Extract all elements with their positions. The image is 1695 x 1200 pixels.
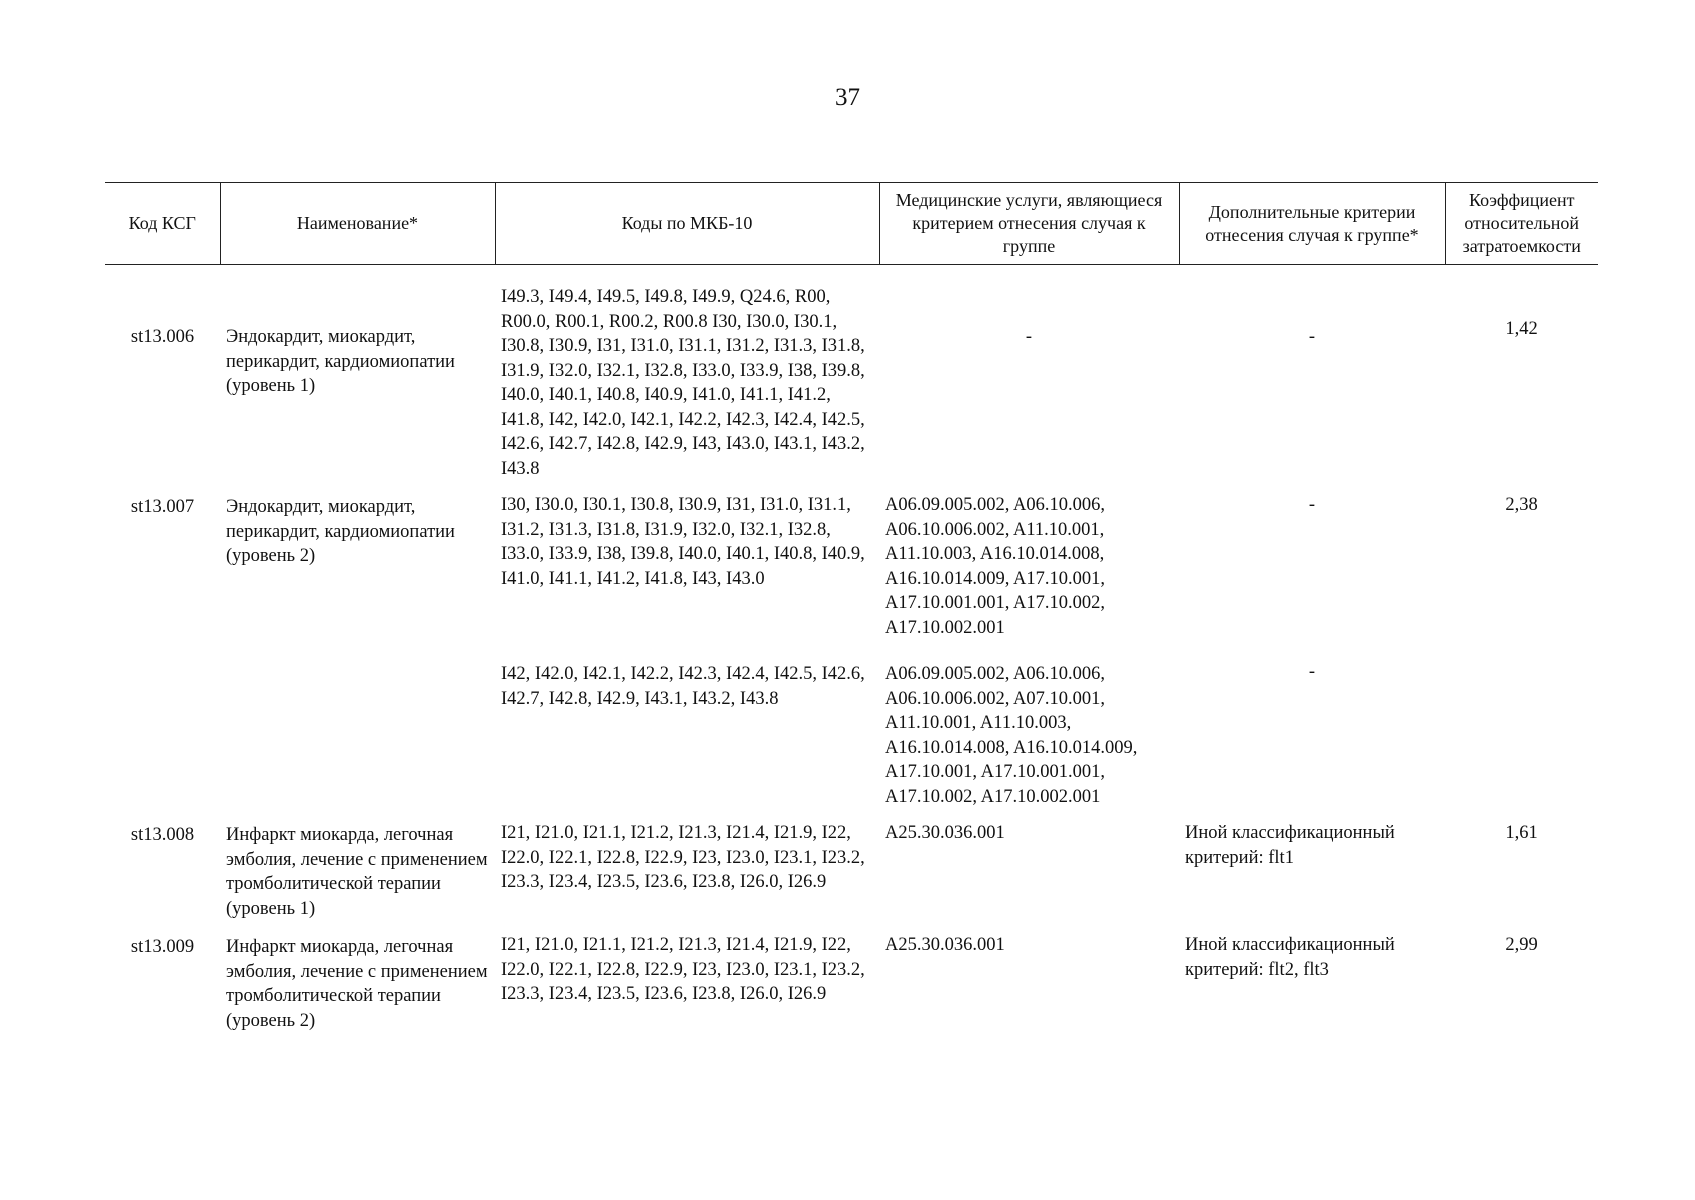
extra-criteria: Иной классификационный критерий: flt2, flt3 [1185, 935, 1395, 980]
table-row [105, 265, 1598, 490]
icd-codes: I42, I42.0, I42.1, I42.2, I42.3, I42.4, I42.5, I42.6, I42.7, I42.8, I42.9, I43.1, I43.2, I43.8 [501, 664, 865, 709]
table-row [105, 489, 1598, 648]
ksg-code: st13.006 [130, 327, 195, 347]
medical-services: - [1025, 327, 1033, 347]
medical-services: A25.30.036.001 [885, 823, 1005, 843]
extra-criteria: - [1308, 662, 1316, 682]
header-name: Наименование* [220, 183, 495, 265]
medical-services: A06.09.005.002, A06.10.006, A06.10.006.002, A07.10.001, A11.10.001, A11.10.003, A16.10.014.008, A16.10.014.009, A17.10.001, A17.10.001.001, A17.10.002, A17.10.002.001 [885, 664, 1138, 807]
extra-criteria: - [1308, 327, 1316, 347]
header-icd: Коды по МКБ-10 [495, 183, 879, 265]
ksg-code: st13.007 [130, 497, 195, 517]
ksg-code: st13.008 [130, 825, 195, 845]
page-number: 37 [835, 84, 860, 111]
header-code: Код КСГ [105, 183, 220, 265]
ksg-table [105, 182, 1598, 1041]
icd-codes: I49.3, I49.4, I49.5, I49.8, I49.9, Q24.6, R00, R00.0, R00.1, R00.2, R00.8 I30, I30.0, I30.1, I30.8, I30.9, I31, I31.0, I31.1, I31.2, I31.3, I31.8, I31.9, I32.0, I32.1, I32.8, I33.0, I33.9, I38, I39.8, I40.0, I40.1, I40.8, I40.9, I41.0, I41.1, I41.2, I41.8, I42, I42.0, I42.1, I42.2, I42.3, I42.4, I42.5, I42.6, I42.7, I42.8, I42.9, I43, I43.0, I43.1, I43.2, I43.8 [501, 287, 865, 479]
header-extra: Дополнительные критерии отнесения случая к группе* [1179, 183, 1445, 265]
ksg-name: Эндокардит, миокардит, перикардит, кардиомиопатии (уровень 1) [226, 327, 455, 396]
extra-criteria: Иной классификационный критерий: flt1 [1185, 823, 1395, 868]
medical-services: A25.30.036.001 [885, 935, 1005, 955]
ksg-code [105, 648, 220, 817]
extra-criteria: - [1308, 495, 1316, 515]
header-services: Медицинские услуги, являющиеся критерием отнесения случая к группе [879, 183, 1179, 265]
icd-codes: I21, I21.0, I21.1, I21.2, I21.3, I21.4, I21.9, I22, I22.0, I22.1, I22.8, I22.9, I23, I23.0, I23.1, I23.2, I23.3, I23.4, I23.5, I23.6, I23.8, I26.0, I26.9 [501, 823, 865, 892]
cost-coefficient [1445, 648, 1598, 817]
table-row [105, 929, 1598, 1041]
icd-codes: I21, I21.0, I21.1, I21.2, I21.3, I21.4, I21.9, I22, I22.0, I22.1, I22.8, I22.9, I23, I23.0, I23.1, I23.2, I23.3, I23.4, I23.5, I23.6, I23.8, I26.0, I26.9 [501, 935, 865, 1004]
medical-services: A06.09.005.002, A06.10.006, A06.10.006.002, A11.10.001, A11.10.003, A16.10.014.008, A16.10.014.009, A17.10.001, A17.10.001.001, A17.10.002, A17.10.002.001 [885, 495, 1105, 638]
header-coef: Коэффициент относительной затратоемкости [1445, 183, 1598, 265]
cost-coefficient: 1,61 [1505, 823, 1538, 843]
ksg-name: Эндокардит, миокардит, перикардит, кардиомиопатии (уровень 2) [226, 497, 455, 566]
table-row [105, 648, 1598, 817]
ksg-code: st13.009 [130, 937, 195, 957]
table-header-row [105, 183, 1598, 265]
ksg-name [220, 648, 495, 817]
ksg-name: Инфаркт миокарда, легочная эмболия, лечение с применением тромболитической терапии (уровень 1) [226, 825, 488, 919]
table-row [105, 817, 1598, 929]
icd-codes: I30, I30.0, I30.1, I30.8, I30.9, I31, I31.0, I31.1, I31.2, I31.3, I31.8, I31.9, I32.0, I32.1, I32.8, I33.0, I33.9, I38, I39.8, I40.0, I40.1, I40.8, I40.9, I41.0, I41.1, I41.2, I41.8, I43, I43.0 [501, 495, 865, 589]
cost-coefficient: 1,42 [1505, 319, 1538, 339]
cost-coefficient: 2,99 [1505, 935, 1538, 955]
cost-coefficient: 2,38 [1505, 495, 1538, 515]
ksg-name: Инфаркт миокарда, легочная эмболия, лечение с применением тромболитической терапии (уровень 2) [226, 937, 488, 1031]
